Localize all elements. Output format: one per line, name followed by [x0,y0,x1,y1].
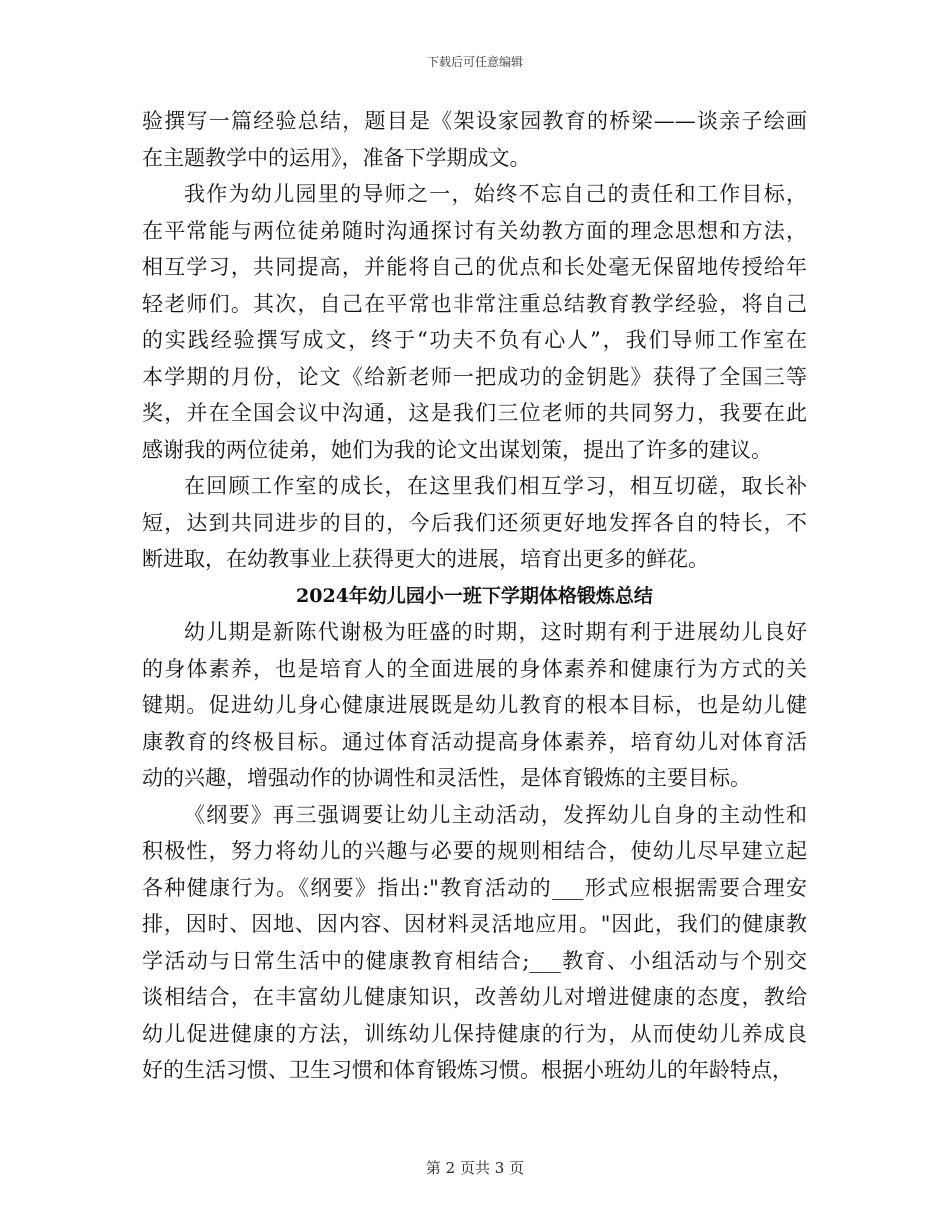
text-line: 积极性，努力将幼儿的兴趣与必要的规则相结合，使幼儿尽早建立起 [142,839,807,863]
text-line: 各种健康行为。《纲要》指出:"教育活动的___形式应根据需要合理安 [142,875,807,900]
paragraph-1 [142,103,807,176]
text-line: 康教育的终极目标。通过体育活动提高身体素养，培育幼儿对体育活 [142,729,807,754]
text-line: 在主题教学中的运用》，准备下学期成文。 [142,145,531,170]
page-footer: 第 2 页共 3 页 [425,1159,525,1177]
text-line: 的身体素养，也是培育人的全面进展的身体素养和健康行为方式的关 [142,656,807,681]
text-line: 相互学习，共同提高，并能将自己的优点和长处毫无保留地传授给年 [142,255,807,279]
text-line: 感谢我的两位徒弟，她们为我的论文出谋划策，提出了许多的建议。 [142,437,772,462]
paragraph-2 [142,176,807,468]
text-line: 验撰写一篇经验总结，题目是《架设家园教育的桥梁——谈亲子绘画 [142,109,807,133]
text-line: 键期。促进幼儿身心健康进展既是幼儿教育的根本目标，也是幼儿健 [142,693,807,717]
text-line: 《纲要》再三强调要让幼儿主动活动，发挥幼儿自身的主动性和 [184,802,807,827]
text-line: 在平常能与两位徒弟随时沟通探讨有关幼教方面的理念思想和方法， [142,218,807,243]
text-line: 的实践经验撰写成文，终于“功夫不负有心人”，我们导师工作室在 [142,328,807,352]
text-line: 谈相结合，在丰富幼儿健康知识，改善幼儿对增进健康的态度，教给 [142,985,807,1009]
text-line: 本学期的月份，论文《给新老师一把成功的金钥匙》获得了全国三等 [142,364,807,389]
text-line: 我作为幼儿园里的导师之一，始终不忘自己的责任和工作目标， [184,182,807,206]
text-line: 幼儿期是新陈代谢极为旺盛的时期，这时期有利于进展幼儿良好 [184,620,807,644]
text-line: 短，达到共同进步的目的，今后我们还须更好地发挥各自的特长，不 [142,510,807,535]
section-paragraph-2 [142,797,807,1089]
text-line: 幼儿促进健康的方法，训练幼儿保持健康的行为，从而使幼儿养成良 [142,1021,807,1046]
text-line: 在回顾工作室的成长，在这里我们相互学习，相互切磋，取长补 [184,474,807,498]
section-paragraph-1 [142,614,807,797]
text-line: 好的生活习惯、卫生习惯和体育锻炼习惯。根据小班幼儿的年龄特点， [142,1058,793,1082]
document-body [142,103,807,1089]
text-line: 学活动与日常生活中的健康教育相结合;___教育、小组活动与个别交 [142,948,807,973]
section-title: 2024年幼儿园小一班下学期体格锻炼总结 [296,584,653,607]
text-line: 轻老师们。其次，自己在平常也非常注重总结教育教学经验，将自己 [142,291,807,316]
text-line: 断进取，在幼教事业上获得更大的进展，培育出更多的鲜花。 [142,547,709,571]
page-header: 下载后可任意编辑 [426,55,523,69]
text-line: 奖，并在全国会议中沟通，这是我们三位老师的共同努力，我要在此 [142,401,807,425]
text-line: 动的兴趣，增强动作的协调性和灵活性，是体育锻炼的主要目标。 [142,766,751,790]
paragraph-3 [142,468,807,578]
text-line: 排，因时、因地、因内容、因材料灵活地应用。"因此，我们的健康教 [142,912,807,936]
